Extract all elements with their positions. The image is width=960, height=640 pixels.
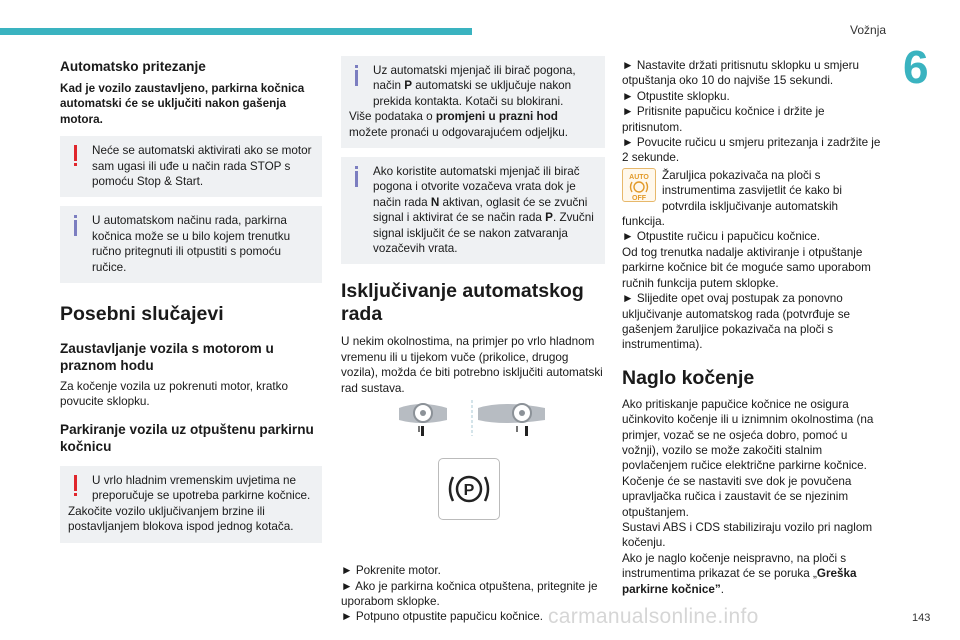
p-mode-letter: P bbox=[545, 211, 553, 225]
od-tog-trenutka-text: Od tog trenutka nadalje aktiviranje i otpuštanje parkirne kočnice bit će moguće samo uporabom ručnih funkcija putem sklopke. bbox=[622, 245, 871, 290]
heading-posebni-slucajevi: Posebni slučajevi bbox=[60, 303, 224, 326]
lamp-label-off: OFF bbox=[632, 194, 646, 201]
info-box-p-mode bbox=[341, 56, 605, 148]
iskljucivanje-text: U nekim okolnostima, na primjer po vrlo hladnom vremenu ili u tijekom vuče (prikolice, drugog vozila), možda će biti potrebno isključiti automatski rad sustava. bbox=[341, 335, 603, 395]
heading-automatsko-pritezanje: Automatsko pritezanje bbox=[60, 59, 206, 74]
step: ► Pokrenite motor. bbox=[341, 564, 441, 578]
warning-text-block: Zakočite vozilo uključivanjem brzine ili postavljanjem blokova ispod jednog kotača. bbox=[68, 504, 294, 534]
info-icon bbox=[355, 166, 358, 187]
parking-brake-button bbox=[438, 458, 500, 520]
warning-icon bbox=[74, 145, 77, 166]
heading-zaustavljanje: Zaustavljanje vozila s motorom u praznom hodu bbox=[60, 341, 274, 374]
error-message-name: Greška parkirne kočnice” bbox=[622, 567, 857, 596]
text-span: . bbox=[720, 582, 724, 596]
step: ► Pritisnite papučicu kočnice i držite je pritisnutom. bbox=[622, 105, 825, 134]
auto-off-lamp-icon bbox=[622, 168, 656, 202]
text-span: automatski se uključuje nakon prekida kontakta. Kotači su blokirani. bbox=[373, 79, 572, 108]
column-1 bbox=[60, 58, 322, 543]
column-2 bbox=[341, 56, 605, 625]
step: ► Potpuno otpustite papučicu kočnice. bbox=[341, 610, 543, 624]
info-text: U automatskom načinu rada, parkirna kočnica može se u bilo kojem trenutku ručno pritegnuti ili otpustiti s pomoću ručice. bbox=[92, 214, 291, 274]
zaustavljanje-text: Za kočenje vozila uz pokrenuti motor, kratko povucite sklopku. bbox=[60, 380, 289, 409]
section-title: Vožnja bbox=[850, 23, 887, 37]
warning-box-stop-start bbox=[60, 136, 322, 197]
naglo-text-1: Ako pritiskanje papučice kočnice ne osigura učinkovito kočenje ili u iznimnim okolnostima (na primjer, vozač se ne osjeća dobro, pomoć u vožnji), vozilo se može zakočiti stalnim povlačenjem ručice električne parkirne kočnice. bbox=[622, 397, 874, 473]
naglo-text-3: Sustavi ABS i CDS stabiliziraju vozilo pri naglom kočenju. bbox=[622, 520, 873, 550]
text-span: Uz automatski mjenjač ili birač pogona, način bbox=[373, 64, 576, 93]
parking-symbol: P bbox=[463, 482, 475, 500]
info-door-text bbox=[349, 164, 597, 256]
naglo-text-4 bbox=[622, 551, 884, 597]
text-span: Ako je naglo kočenje neispravno, na ploči s instrumentima prikazat će se poruka „ bbox=[622, 551, 847, 581]
warning-text: Neće se automatski aktivirati ako se motor sam ugasi ili uđe u način rada STOP s pomoću Stop & Start. bbox=[92, 144, 312, 189]
auto-intro: Kad je vozilo zaustavljeno, parkirna kočnica automatski će se uključiti nakon gašenja motora. bbox=[60, 82, 305, 126]
n-mode-letter: N bbox=[430, 195, 440, 209]
info-box-door bbox=[341, 157, 605, 264]
step: ► Otpustite ručicu i papučicu kočnice. bbox=[622, 230, 821, 244]
text-span: . Zvučni signal isključit će se nakon zatvaranja vozačevih vrata. bbox=[373, 211, 594, 256]
neutral-reference: promjeni u prazni hod bbox=[435, 110, 558, 124]
warning-box-cold bbox=[60, 466, 322, 543]
header-accent-bar bbox=[0, 28, 472, 35]
step: ► Nastavite držati pritisnutu sklopku u smjeru otpuštanja oko 10 do najviše 15 sekundi. bbox=[622, 59, 859, 88]
chapter-number: 6 bbox=[903, 41, 929, 93]
text-span: Ako koristite automatski mjenjač ili birač pogona i otvorite vozačeva vrata dok je način rada bbox=[373, 165, 580, 209]
text-span: aktivan, oglasit će se zvučni signal i aktivirat će se način rada bbox=[373, 195, 588, 225]
step: ► Povucite ručicu u smjeru pritezanja i zadržite je 2 sekunde. bbox=[622, 136, 881, 165]
heading-iskljucivanje: Isključivanje automatskog rada bbox=[341, 280, 584, 326]
naglo-text-2: Kočenje će se nastaviti sve dok je povučena upravljačka ručica i zaustavit će se njezinim otpuštanjem. bbox=[622, 474, 852, 519]
brake-switch-illustration bbox=[341, 396, 605, 548]
column-3 bbox=[622, 58, 884, 597]
steering-wheel-icon bbox=[341, 396, 605, 456]
warning-text-cold: U vrlo hladnim vremenskim uvjetima ne preporučuje se upotreba parkirne kočnice. bbox=[92, 473, 311, 503]
lamp-text: Žaruljica pokazivača na ploči s instrumentima zasvijetlit će kako bi potvrdila isključivanje automatskih funkcija. bbox=[622, 168, 842, 229]
parking-brake-icon bbox=[439, 459, 499, 519]
warning-icon bbox=[74, 475, 77, 496]
info-icon bbox=[74, 215, 77, 236]
lamp-label-auto: AUTO bbox=[629, 173, 649, 181]
step: ► Ako je parkirna kočnica otpuštena, pritegnite je uporabom sklopke. bbox=[341, 579, 598, 608]
p-mode-letter: P bbox=[404, 79, 412, 93]
info-box-manual bbox=[60, 206, 322, 283]
info-p-mode-text bbox=[349, 63, 597, 109]
info-icon bbox=[355, 65, 358, 86]
watermark: carmanualsonline.info bbox=[548, 605, 759, 628]
info-neutral-link bbox=[349, 109, 597, 140]
page-number: 143 bbox=[912, 612, 931, 624]
text-span: možete pronaći u odgovarajućem odjeljku. bbox=[349, 125, 568, 139]
text-span: Više podataka o bbox=[349, 110, 436, 124]
step: ► Slijedite opet ovaj postupak za ponovno uključivanje automatskog rada (potvrđuje se gašenjem žaruljice pokazivača na ploči s instrumentima). bbox=[622, 292, 851, 352]
auto-off-warning-lamp bbox=[622, 168, 884, 230]
step: ► Otpustite sklopku. bbox=[622, 89, 730, 103]
heading-naglo-kocenje: Naglo kočenje bbox=[622, 366, 755, 389]
heading-parkiranje: Parkiranje vozila uz otpuštenu parkirnu kočnicu bbox=[60, 421, 314, 454]
